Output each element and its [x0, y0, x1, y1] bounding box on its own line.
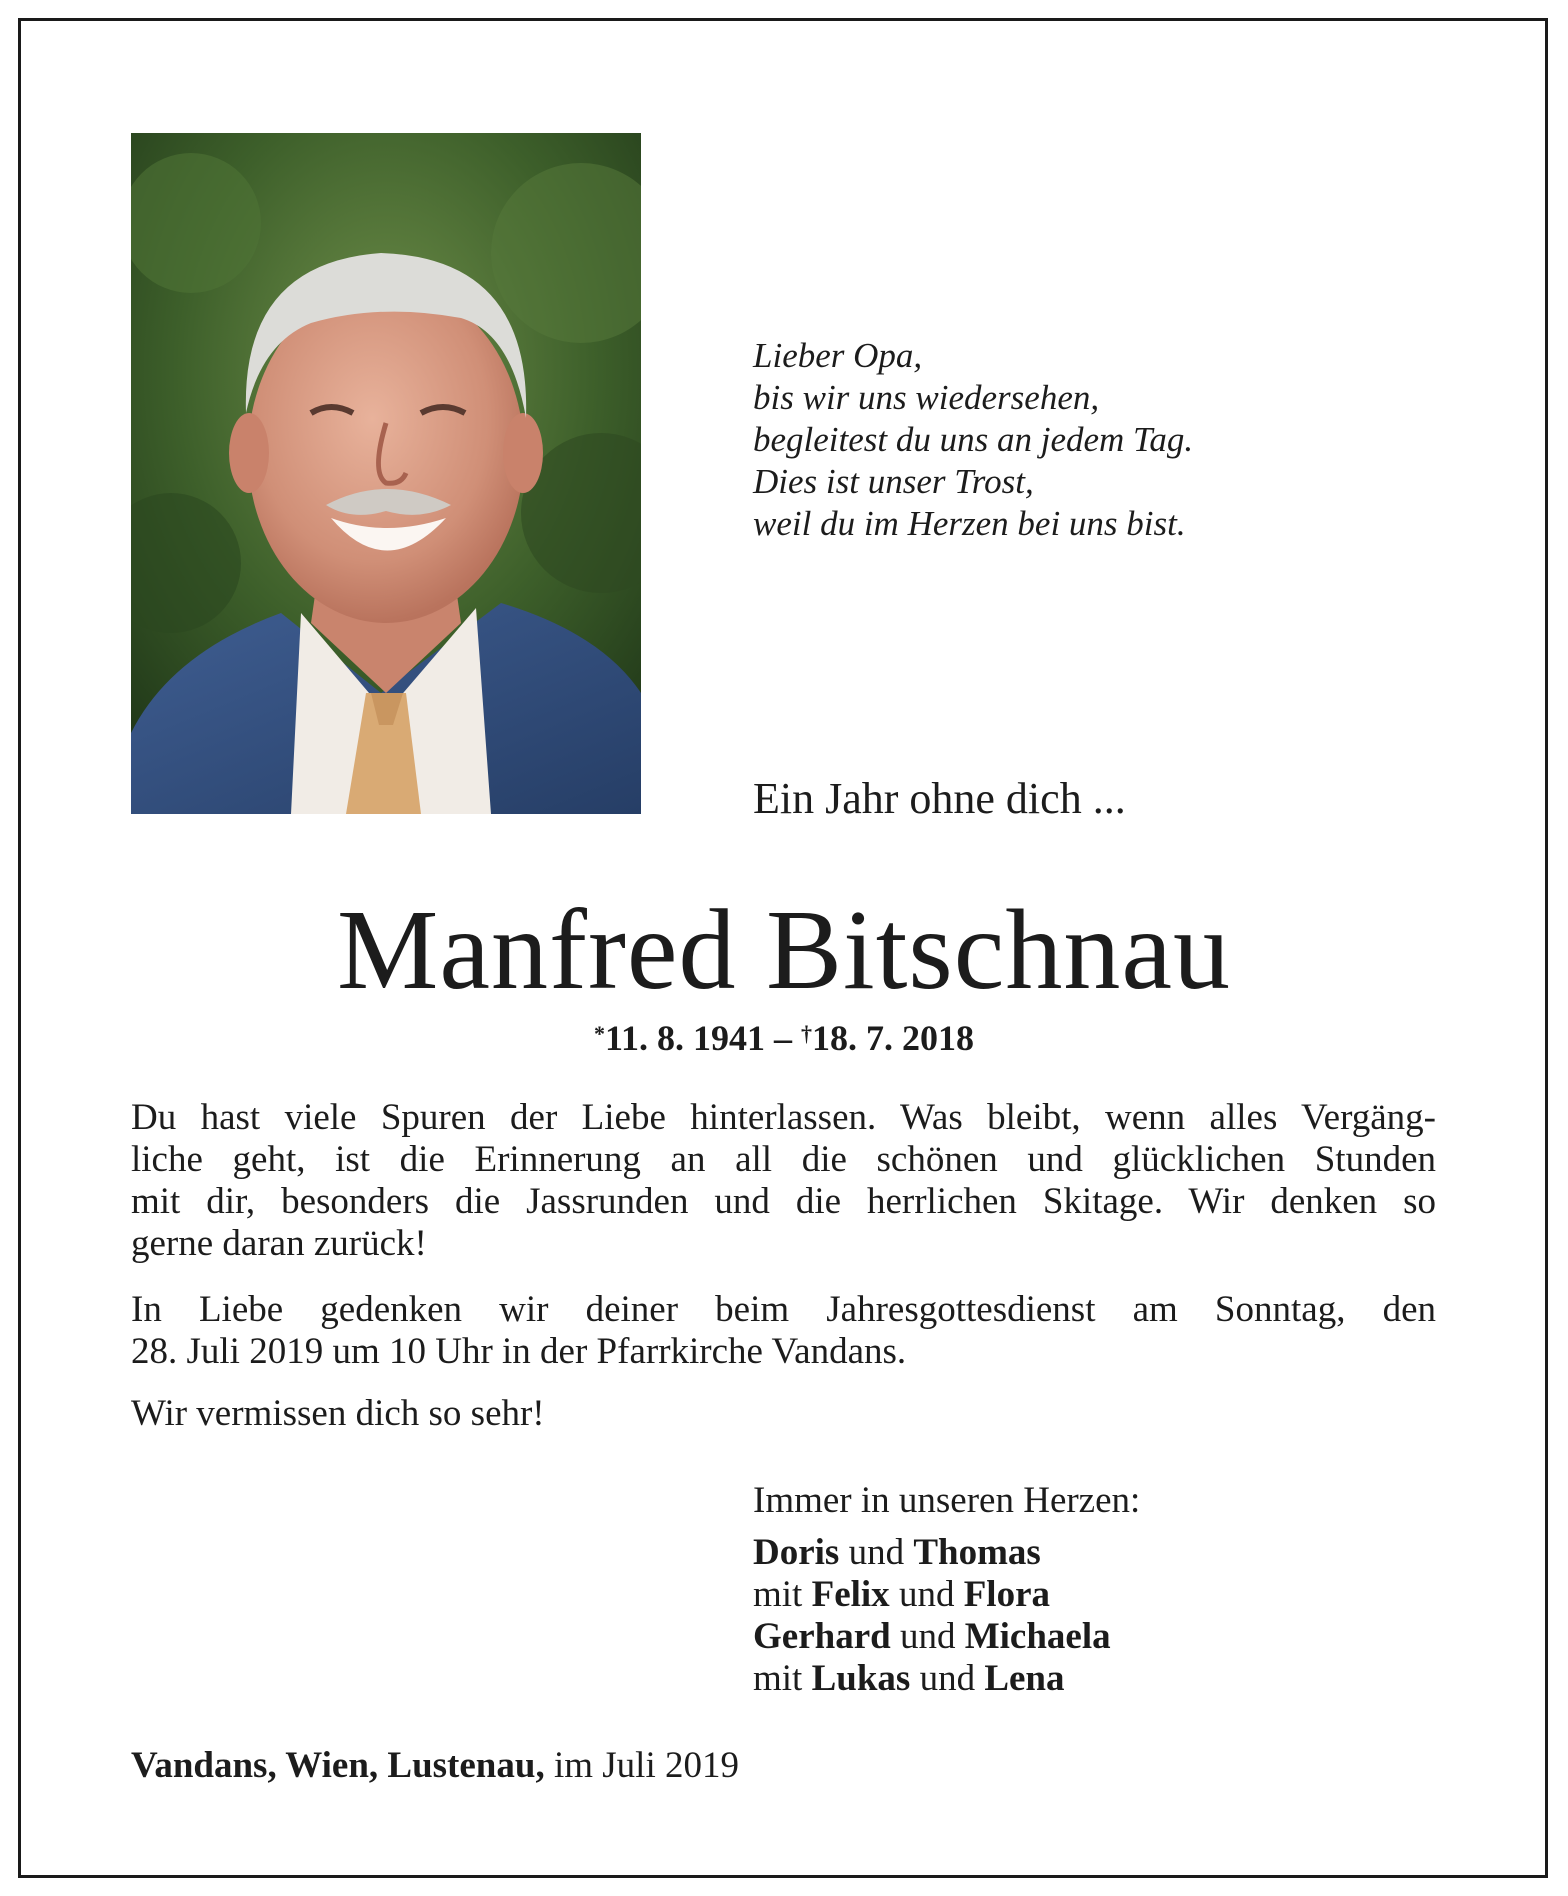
- poem: [753, 335, 1193, 545]
- poem-line: weil du im Herzen bei uns bist.: [753, 504, 1186, 543]
- text-line: Du hast viele Spuren der Liebe hinterlassen. Was bleibt, wenn alles Vergäng-: [131, 1097, 1436, 1138]
- birth-date: 11. 8. 1941: [604, 1018, 765, 1058]
- paragraph-miss: [131, 1393, 1436, 1435]
- family-name: Flora: [963, 1574, 1050, 1615]
- family-joiner: und: [910, 1658, 985, 1699]
- family-name: Lukas: [811, 1658, 911, 1699]
- text-line: liche geht, ist die Erinnerung an all die schönen und glücklichen Stunden: [131, 1139, 1436, 1180]
- birth-symbol: *: [593, 1021, 605, 1046]
- family-name: Thomas: [913, 1532, 1041, 1573]
- signature-intro: Immer in unseren Herzen:: [753, 1480, 1141, 1521]
- locations: Vandans, Wien, Lustenau,: [131, 1745, 545, 1786]
- text-line: 28. Juli 2019 um 10 Uhr in der Pfarrkirche Vandans.: [131, 1331, 907, 1372]
- text-line: Wir vermissen dich so sehr!: [131, 1393, 545, 1434]
- family-line: [753, 1532, 1111, 1574]
- family-name: Felix: [811, 1574, 890, 1615]
- family-line: [753, 1574, 1111, 1616]
- family-joiner: und: [890, 1616, 965, 1657]
- family-name: Lena: [984, 1658, 1065, 1699]
- portrait-photo: [131, 133, 641, 814]
- poem-line: begleitest du uns an jedem Tag.: [753, 420, 1194, 459]
- family-name: Michaela: [964, 1616, 1111, 1657]
- subheading: Ein Jahr ohne dich ...: [753, 774, 1126, 823]
- death-date: 18. 7. 2018: [812, 1018, 974, 1058]
- deceased-name: Manfred Bitschnau: [337, 886, 1231, 1013]
- text-line: gerne daran zurück!: [131, 1223, 427, 1264]
- paragraph-service: [131, 1289, 1436, 1373]
- life-dates: [0, 1016, 1568, 1060]
- family-line: [753, 1616, 1111, 1658]
- family-prefix: mit: [753, 1658, 812, 1699]
- family-prefix: mit: [753, 1574, 812, 1615]
- place-and-date: [131, 1745, 739, 1787]
- issue-date: im Juli 2019: [544, 1745, 739, 1786]
- poem-line: bis wir uns wiedersehen,: [753, 378, 1100, 417]
- death-symbol: †: [801, 1021, 812, 1046]
- family-joiner: und: [839, 1532, 914, 1573]
- paragraph-memories: [131, 1097, 1436, 1265]
- family-names: [753, 1532, 1111, 1700]
- family-name: Gerhard: [753, 1616, 891, 1657]
- family-joiner: und: [889, 1574, 964, 1615]
- poem-line: Dies ist unser Trost,: [753, 462, 1034, 501]
- family-line: [753, 1658, 1111, 1700]
- family-name: Doris: [753, 1532, 840, 1573]
- poem-line: Lieber Opa,: [753, 336, 923, 375]
- text-line: In Liebe gedenken wir deiner beim Jahresgottesdienst am Sonntag, den: [131, 1289, 1436, 1330]
- text-line: mit dir, besonders die Jassrunden und die herrlichen Skitage. Wir denken so: [131, 1181, 1436, 1222]
- date-separator: –: [765, 1018, 801, 1058]
